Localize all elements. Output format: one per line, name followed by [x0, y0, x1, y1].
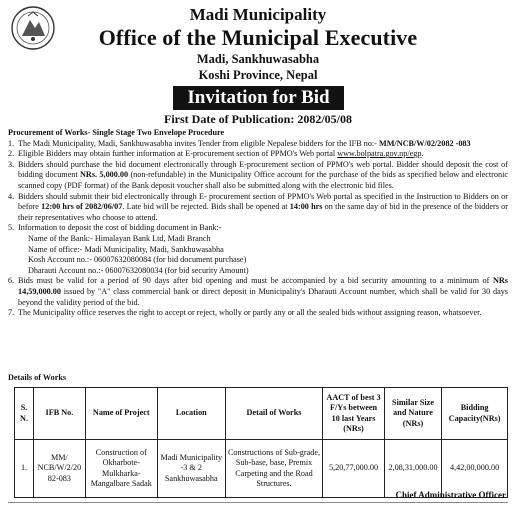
- bank-info-line: Name of the Bank:- Himalayan Bank Ltd, Madi Branch: [28, 233, 211, 243]
- office-name: Office of the Municipal Executive: [98, 25, 418, 50]
- table-cell: Construction of Okharbote-Mulkharka-Mangalbare Sadak: [85, 440, 157, 498]
- notice-items-after: [8, 276, 508, 318]
- item-text: 12:00 hrs of 2082/06/07: [41, 202, 123, 212]
- notice-item: [8, 149, 508, 160]
- column-header: Name of Project: [85, 388, 157, 440]
- column-header: Bidding Capacity(NRs): [442, 388, 508, 440]
- item-number: 1.: [8, 138, 15, 148]
- item-text: .: [421, 149, 424, 159]
- column-header: Detail of Works: [225, 388, 323, 440]
- table-cell: 4,42,00,000.00: [442, 440, 508, 498]
- portal-link[interactable]: www.bolpatra.gov.np/egp: [337, 149, 422, 159]
- bank-info-line: Dharauti Account no.:- 06007632080034 (for bid security Amount): [28, 265, 249, 275]
- table-cell: MM/ NCB/W/2/20 82-083: [34, 440, 86, 498]
- table-cell: Madi Municipality -3 & 2 Sankhuwasabha: [157, 440, 225, 498]
- bank-info-line: Name of office:- Madi Municipality, Madi, Sankhuwasabha: [28, 244, 224, 254]
- bank-info-line: Kosh Account no.:- 06007632080084 (for bid document purchase): [28, 255, 247, 265]
- column-header: S. N.: [15, 388, 34, 440]
- item-text: The Municipality office reserves the right to accept or reject, wholly or partly any or all the sealed bids without assigning reason, whatsoever.: [18, 308, 482, 318]
- item-text: MM/NCB/W/02/2082 -083: [378, 138, 471, 148]
- details-title: Details of Works: [8, 373, 67, 382]
- table-cell: Constructions of Sub-grade, Sub-base, base, Premix Carpeting and the Road Structures.: [225, 440, 323, 498]
- signoff: Chief Administrative Officer: [395, 490, 506, 500]
- item-number: 7.: [8, 308, 15, 318]
- column-header: IFB No.: [34, 388, 86, 440]
- notice-item: [8, 223, 508, 234]
- notice-header: [0, 0, 516, 108]
- item-number: 5.: [8, 223, 15, 233]
- table-cell: 5,20,77,000.00: [323, 440, 385, 498]
- item-text: issued by "A" class commercial bank or direct deposit in Municipality's Dharauti Account number, which shall be valid for 30 days beyond the validity period of the bid.: [18, 286, 508, 307]
- item-text: 14:00 hrs: [289, 202, 323, 212]
- table-cell: 1.: [15, 440, 34, 498]
- item-number: 3.: [8, 159, 15, 169]
- item-text: (non-refundable) in the Municipality Office account for the purchase of the bids as specified below and electronic scanned copy (PDF format) of the Bank deposit voucher shall also be submitted along with the electronic bid files.: [18, 170, 509, 190]
- notice-item: [8, 308, 508, 319]
- table-cell: 2,08,31,000.00: [384, 440, 441, 498]
- item-text: Bidders should submit their bid electronically through E- procurement section of PPMO's Web portal as specified in the Instruction to Bidders on or before: [18, 191, 508, 212]
- item-text: Bids must be valid for a period of 90 days after bid opening and must be accompanied by a bid security amounting to a minimum of: [18, 276, 493, 286]
- office-location: Madi, Sankhuwasabha: [196, 52, 320, 66]
- item-number: 6.: [8, 276, 15, 286]
- item-number: 2.: [8, 149, 15, 159]
- works-header-row: [15, 388, 508, 440]
- notice-items: [8, 139, 508, 234]
- works-table: [14, 387, 508, 498]
- notice-item: [8, 276, 508, 308]
- notice-item: [8, 192, 508, 224]
- item-text: NRs. 5,000.00: [80, 170, 129, 180]
- item-text: Information to deposit the cost of bidding document in Bank:-: [18, 223, 222, 233]
- item-text: The Madi Municipality, Madi, Sankhuwasabha invites Tender from eligible Nepalese bidders for the IFB no:-: [18, 138, 379, 148]
- item-text: on the same day of bid in the presence of the bidders or their representatives who choose to attend.: [18, 202, 508, 222]
- procurement-title: Procurement of Works- Single Stage Two Envelope Procedure: [8, 128, 225, 137]
- works-body: [15, 440, 508, 498]
- item-text: NRs 14,59,000.00: [18, 276, 508, 296]
- publication-date: First Date of Publication: 2082/05/08: [164, 112, 352, 126]
- column-header: Similar Size and Nature (NRs): [384, 388, 441, 440]
- item-text: Eligible Bidders may obtain further information at E-procurement section of PPMO's Web portal: [18, 149, 338, 159]
- province-name: Koshi Province, Nepal: [198, 68, 318, 82]
- municipality-name: Madi Municipality: [189, 5, 327, 24]
- item-number: 4.: [8, 191, 15, 201]
- notice-banner: Invitation for Bid: [173, 86, 344, 110]
- bank-info: [8, 234, 508, 276]
- notice-body: [8, 128, 508, 319]
- notice-item: [8, 139, 508, 150]
- table-row: [15, 440, 508, 498]
- notice-item: [8, 160, 508, 192]
- bottom-divider: [8, 502, 508, 503]
- item-text: . Late bid will be rejected. Bids shall be opened at: [122, 202, 290, 212]
- column-header: Location: [157, 388, 225, 440]
- column-header: AACT of best 3 F/Ys between 10 last Years (NRs): [323, 388, 385, 440]
- item-text: Bidders should purchase the bid document electronically through E-procurement section of PPMO's web portal. Bidder should deposit the cost of bidding document: [18, 159, 508, 180]
